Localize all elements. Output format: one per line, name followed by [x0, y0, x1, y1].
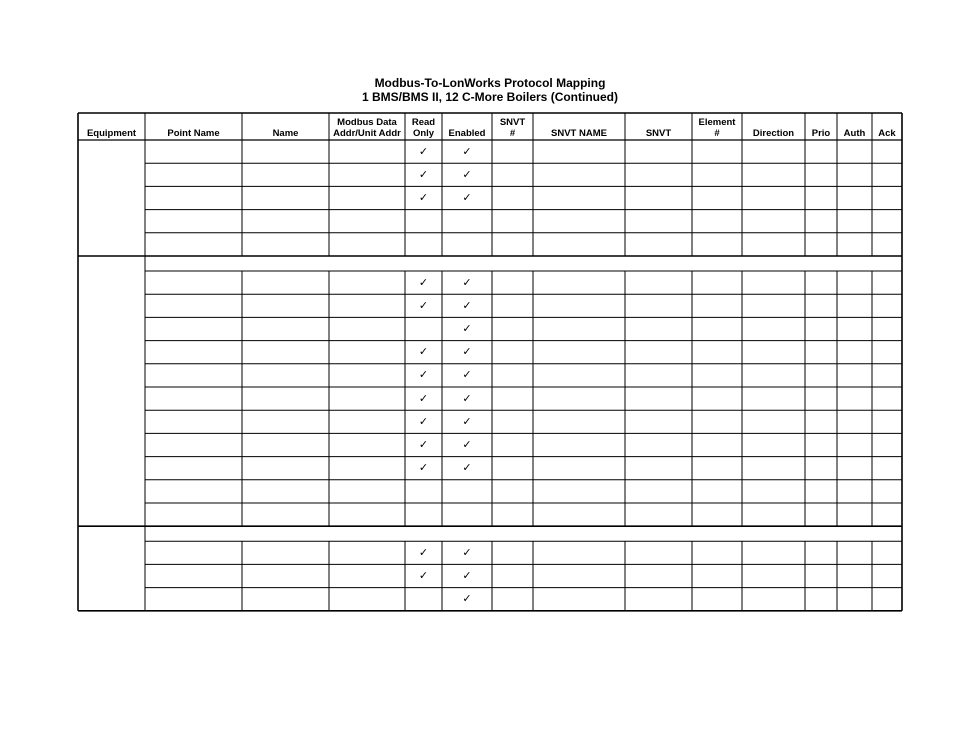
enabled-check: ✓	[462, 461, 472, 475]
column-header-prio: Prio	[811, 128, 831, 139]
enabled-check: ✓	[462, 368, 472, 382]
read-only-check: ✓	[418, 438, 429, 451]
column-header-read-only: Read Only	[411, 117, 436, 139]
read-only-check: ✓	[418, 275, 429, 289]
document-title: Modbus-To-LonWorks Protocol Mapping	[374, 76, 606, 90]
enabled-check: ✓	[462, 569, 472, 582]
read-only-check: ✓	[418, 368, 429, 382]
column-header-snvt: SNVT	[645, 128, 672, 139]
enabled-check: ✓	[462, 275, 472, 289]
column-header-direction: Direction	[752, 128, 795, 139]
read-only-check: ✓	[418, 569, 429, 582]
column-header-ack: Ack	[878, 128, 896, 139]
read-only-check: ✓	[418, 345, 429, 359]
enabled-check: ✓	[462, 345, 472, 359]
column-header-equipment: Equipment	[86, 128, 137, 139]
read-only-check: ✓	[418, 191, 429, 204]
column-header-auth: Auth	[843, 128, 866, 139]
enabled-check: ✓	[462, 545, 472, 559]
enabled-check: ✓	[462, 592, 472, 606]
enabled-check: ✓	[462, 298, 472, 312]
read-only-check: ✓	[418, 545, 429, 559]
column-header-snvt-num: SNVT #	[499, 117, 526, 139]
read-only-check: ✓	[418, 298, 429, 312]
column-header-modbus-addr: Modbus Data Addr/Unit Addr	[333, 117, 401, 139]
column-header-point-name: Point Name	[167, 128, 220, 139]
read-only-check: ✓	[418, 167, 429, 181]
read-only-check: ✓	[418, 391, 429, 405]
read-only-check: ✓	[418, 461, 429, 475]
enabled-check: ✓	[462, 191, 472, 204]
document-subtitle: 1 BMS/BMS II, 12 C-More Boilers (Continued)	[361, 90, 619, 104]
column-header-enabled: Enabled	[448, 128, 486, 139]
column-header-snvt-name: SNVT NAME	[551, 128, 607, 139]
read-only-check: ✓	[418, 414, 429, 428]
column-header-name: Name	[272, 128, 299, 139]
read-only-check: ✓	[418, 144, 429, 158]
enabled-check: ✓	[462, 322, 472, 335]
enabled-check: ✓	[462, 414, 472, 428]
enabled-check: ✓	[462, 144, 472, 158]
enabled-check: ✓	[462, 438, 472, 451]
column-header-element-num: Element #	[698, 117, 736, 139]
enabled-check: ✓	[462, 391, 472, 405]
enabled-check: ✓	[462, 167, 472, 181]
